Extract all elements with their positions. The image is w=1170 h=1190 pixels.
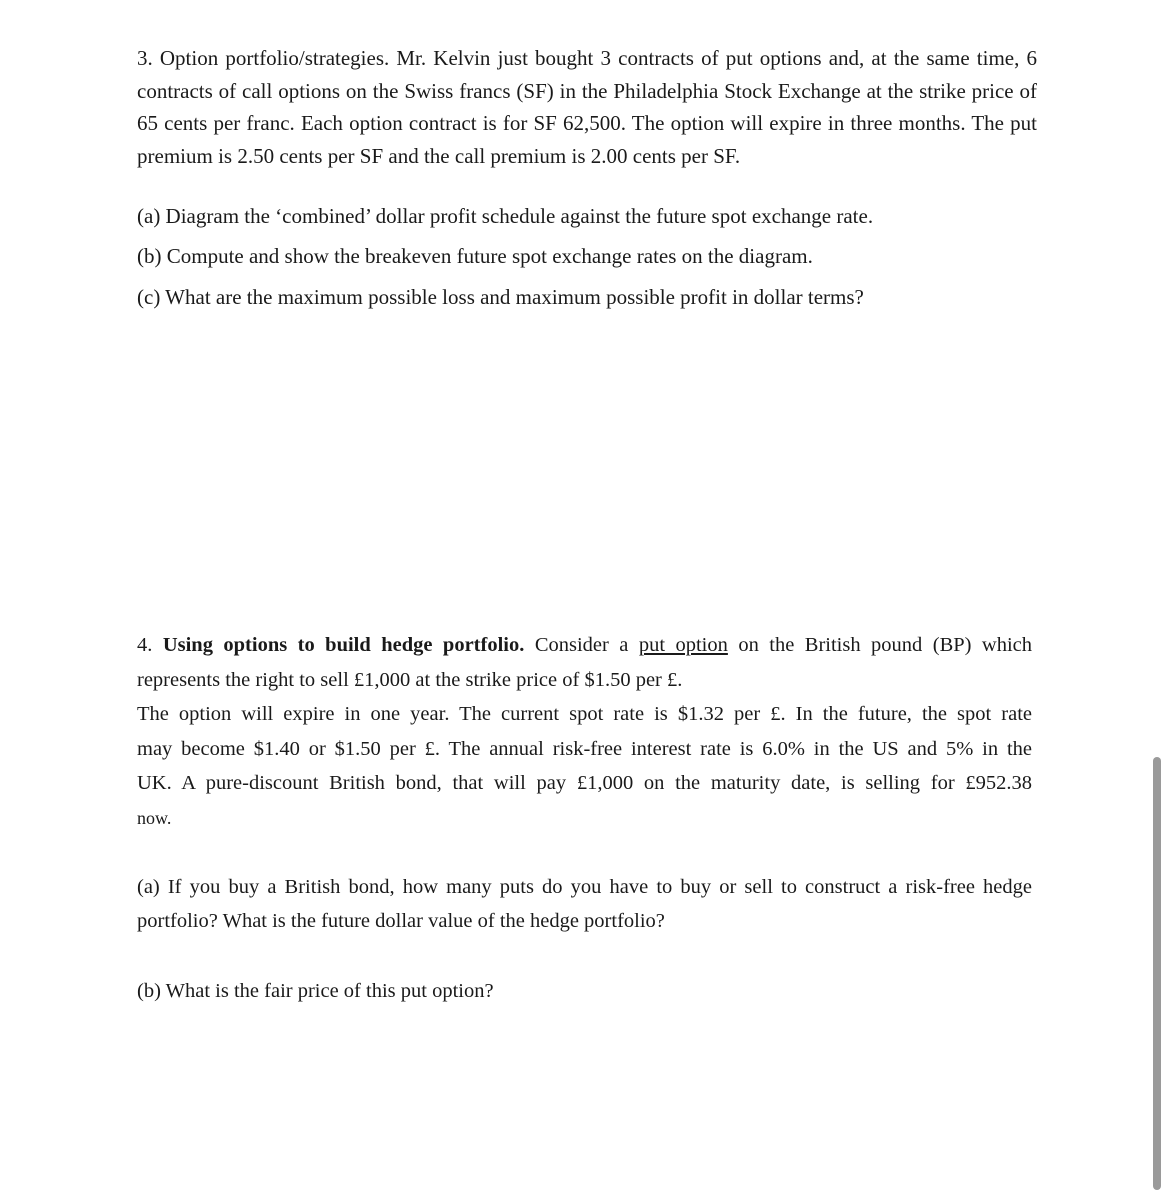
question-3-body bbox=[137, 42, 1037, 172]
question-3-part-c: (c) What are the maximum possible loss and maximum possible profit in dollar terms? bbox=[137, 285, 864, 309]
question-4-title: Using options to build hedge portfolio. bbox=[162, 634, 525, 656]
question-4-body bbox=[137, 628, 1032, 835]
question-3-text: Option portfolio/strategies. Mr. Kelvin just bought 3 contracts of put options and, at the same time, 6 contracts of call options on the Swiss francs (SF) in the Philadelphia Stock Exchange at the strike price of 65 cents per franc. Each option contract is for SF 62,500. The option will expire in three months. The put premium is 2.50 cents per SF and the call premium is 2.00 cents per SF. bbox=[137, 46, 1037, 168]
question-4-line-2: represents the right to sell £1,000 at the strike price of $1.50 per £. bbox=[137, 668, 683, 691]
question-4-line-6: now. bbox=[137, 807, 172, 828]
question-4-line-3: The option will expire in one year. The current spot rate is $1.32 per £. In the future, the spot rate bbox=[137, 703, 1032, 725]
question-4-number: 4. bbox=[137, 634, 153, 656]
question-4-part-a-line-2: portfolio? What is the future dollar value of the hedge portfolio? bbox=[137, 910, 665, 932]
question-4-part-a bbox=[137, 870, 1032, 938]
question-4-intro-post: on the British pound (BP) which bbox=[738, 634, 1033, 656]
question-3-part-b: (b) Compute and show the breakeven future spot exchange rates on the diagram. bbox=[137, 244, 813, 268]
vertical-scrollbar-thumb[interactable] bbox=[1153, 757, 1161, 1190]
question-4-line-1 bbox=[137, 628, 1032, 663]
put-option-term: put option bbox=[638, 634, 728, 656]
question-3-part-a: (a) Diagram the ‘combined’ dollar profit schedule against the future spot exchange rate. bbox=[137, 204, 874, 228]
question-4-part-a-line-1: (a) If you buy a British bond, how many puts do you have to buy or sell to construct a risk-free hedge bbox=[137, 876, 1032, 898]
question-4-line-5: UK. A pure-discount British bond, that will pay £1,000 on the maturity date, is selling for £952.38 bbox=[137, 772, 1032, 794]
question-3-number: 3. bbox=[137, 46, 153, 70]
question-4-line-4: may become $1.40 or $1.50 per £. The annual risk-free interest rate is 6.0% in the US and 5% in the bbox=[137, 737, 1032, 760]
question-4-part-b: (b) What is the fair price of this put option? bbox=[137, 980, 494, 1002]
question-4-intro-pre: Consider a bbox=[534, 634, 629, 656]
